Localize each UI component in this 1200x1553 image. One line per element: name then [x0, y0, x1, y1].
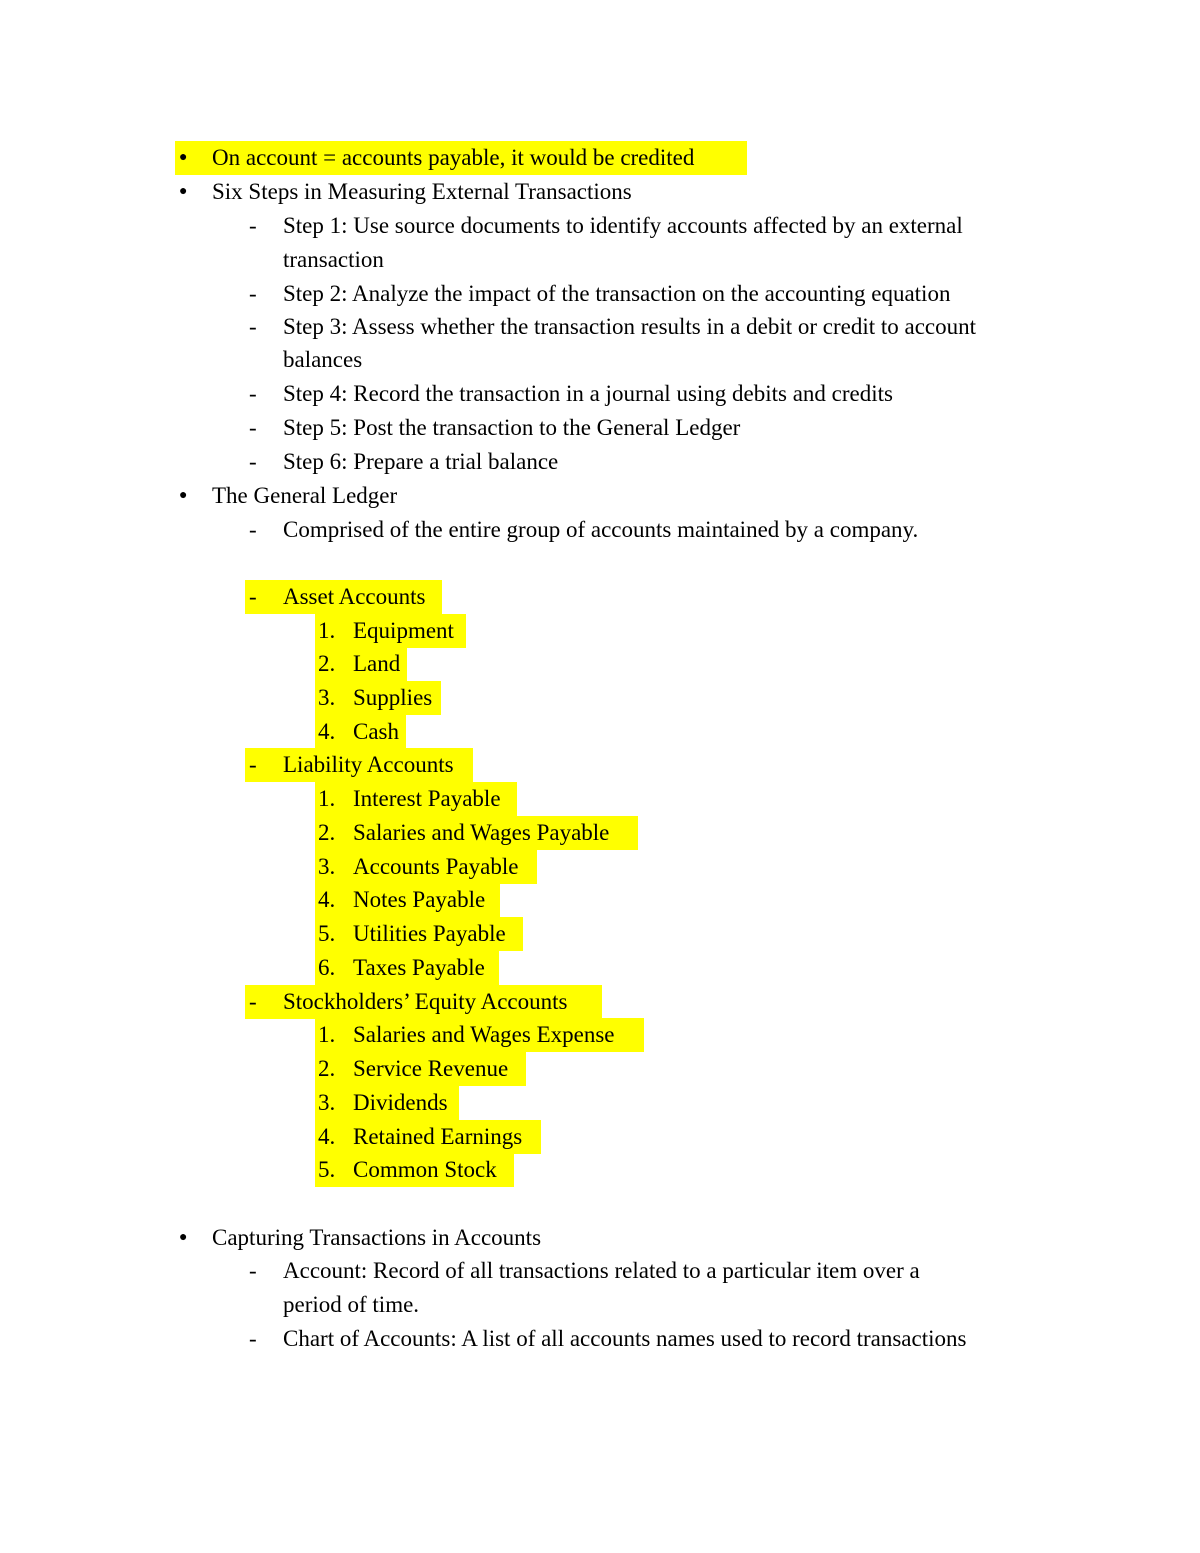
bullet-icon: ● — [179, 1230, 188, 1245]
group-heading-assets — [0, 580, 1200, 614]
list-item — [0, 614, 1200, 648]
account-name: Interest Payable — [353, 786, 501, 811]
step-1-text-cont: transaction — [283, 247, 384, 272]
item-number: 5. — [318, 921, 336, 946]
list-item — [0, 951, 1200, 985]
item-number: 1. — [318, 618, 336, 643]
item-number: 1. — [318, 1022, 336, 1047]
list-item — [0, 917, 1200, 951]
list-item — [0, 883, 1200, 917]
item-number: 3. — [318, 1090, 336, 1115]
account-name: Utilities Payable — [353, 921, 506, 946]
account-name: Supplies — [353, 685, 433, 710]
group-heading-liabilities — [0, 748, 1200, 782]
dash-marker: - — [249, 415, 257, 440]
item-number: 2. — [318, 820, 336, 845]
dash-marker: - — [249, 449, 257, 474]
list-item — [0, 277, 1200, 311]
general-ledger-heading — [0, 479, 1200, 513]
step-3-text-cont: balances — [283, 347, 363, 372]
list-item-continuation — [0, 243, 1200, 277]
list-item — [0, 1052, 1200, 1086]
item-number: 4. — [318, 1124, 336, 1149]
account-definition-cont: period of time. — [283, 1292, 420, 1317]
list-item — [0, 816, 1200, 850]
list-item — [0, 1322, 1200, 1356]
account-name: Accounts Payable — [353, 854, 519, 879]
step-3-text: Step 3: Assess whether the transaction results in a debit or credit to account — [283, 314, 977, 339]
account-name: Retained Earnings — [353, 1124, 523, 1149]
step-1-text: Step 1: Use source documents to identify accounts affected by an external — [283, 213, 963, 238]
bullet-icon: ● — [179, 184, 188, 199]
intro-text: On account = accounts payable, it would be credited — [212, 145, 695, 170]
group-title: Stockholders’ Equity Accounts — [283, 989, 568, 1014]
dash-marker: - — [249, 314, 257, 339]
dash-marker: - — [249, 752, 257, 777]
item-number: 3. — [318, 854, 336, 879]
item-number: 6. — [318, 955, 336, 980]
account-name: Service Revenue — [353, 1056, 509, 1081]
account-name: Equipment — [353, 618, 454, 643]
list-item — [0, 310, 1200, 344]
list-item-continuation — [0, 343, 1200, 377]
step-6-text: Step 6: Prepare a trial balance — [283, 449, 559, 474]
dash-marker: - — [249, 989, 257, 1014]
list-item — [0, 1153, 1200, 1187]
dash-marker: - — [249, 584, 257, 609]
dash-marker: - — [249, 1258, 257, 1283]
general-ledger-title: The General Ledger — [212, 483, 398, 508]
list-item — [0, 681, 1200, 715]
item-number: 1. — [318, 786, 336, 811]
account-name: Notes Payable — [353, 887, 486, 912]
list-item — [0, 445, 1200, 479]
capturing-heading — [0, 1221, 1200, 1255]
item-number: 2. — [318, 1056, 336, 1081]
dash-marker: - — [249, 281, 257, 306]
list-item — [0, 377, 1200, 411]
dash-marker: - — [249, 517, 257, 542]
dash-marker: - — [249, 213, 257, 238]
list-item — [0, 647, 1200, 681]
item-number: 3. — [318, 685, 336, 710]
six-steps-title: Six Steps in Measuring External Transactions — [212, 179, 632, 204]
general-ledger-description: Comprised of the entire group of accounts maintained by a company. — [283, 517, 919, 542]
account-definition: Account: Record of all transactions related to a particular item over a — [283, 1258, 920, 1283]
list-item — [0, 782, 1200, 816]
step-2-text: Step 2: Analyze the impact of the transaction on the accounting equation — [283, 281, 951, 306]
list-item-continuation — [0, 1288, 1200, 1322]
account-name: Dividends — [353, 1090, 448, 1115]
account-name: Salaries and Wages Expense — [353, 1022, 615, 1047]
step-4-text: Step 4: Record the transaction in a journal using debits and credits — [283, 381, 893, 406]
list-item — [0, 1254, 1200, 1288]
list-item — [0, 1018, 1200, 1052]
account-name: Common Stock — [353, 1157, 497, 1182]
list-item — [0, 411, 1200, 445]
account-name: Land — [353, 651, 401, 676]
item-number: 4. — [318, 887, 336, 912]
intro-line — [0, 141, 1200, 175]
bullet-icon: ● — [179, 488, 188, 503]
account-name: Cash — [353, 719, 399, 744]
list-item — [0, 513, 1200, 547]
capturing-title: Capturing Transactions in Accounts — [212, 1225, 542, 1250]
step-5-text: Step 5: Post the transaction to the General Ledger — [283, 415, 741, 440]
six-steps-heading — [0, 175, 1200, 209]
group-title: Asset Accounts — [283, 584, 426, 609]
chart-of-accounts-definition: Chart of Accounts: A list of all accounts names used to record transactions — [283, 1326, 967, 1351]
list-item — [0, 1120, 1200, 1154]
account-name: Taxes Payable — [353, 955, 485, 980]
item-number: 2. — [318, 651, 336, 676]
list-item — [0, 1086, 1200, 1120]
item-number: 4. — [318, 719, 336, 744]
group-heading-equity — [0, 985, 1200, 1019]
item-number: 5. — [318, 1157, 336, 1182]
bullet-icon: ● — [179, 150, 188, 165]
list-item — [0, 715, 1200, 749]
dash-marker: - — [249, 1326, 257, 1351]
list-item — [0, 850, 1200, 884]
group-title: Liability Accounts — [283, 752, 454, 777]
dash-marker: - — [249, 381, 257, 406]
list-item — [0, 209, 1200, 243]
account-name: Salaries and Wages Payable — [353, 820, 610, 845]
